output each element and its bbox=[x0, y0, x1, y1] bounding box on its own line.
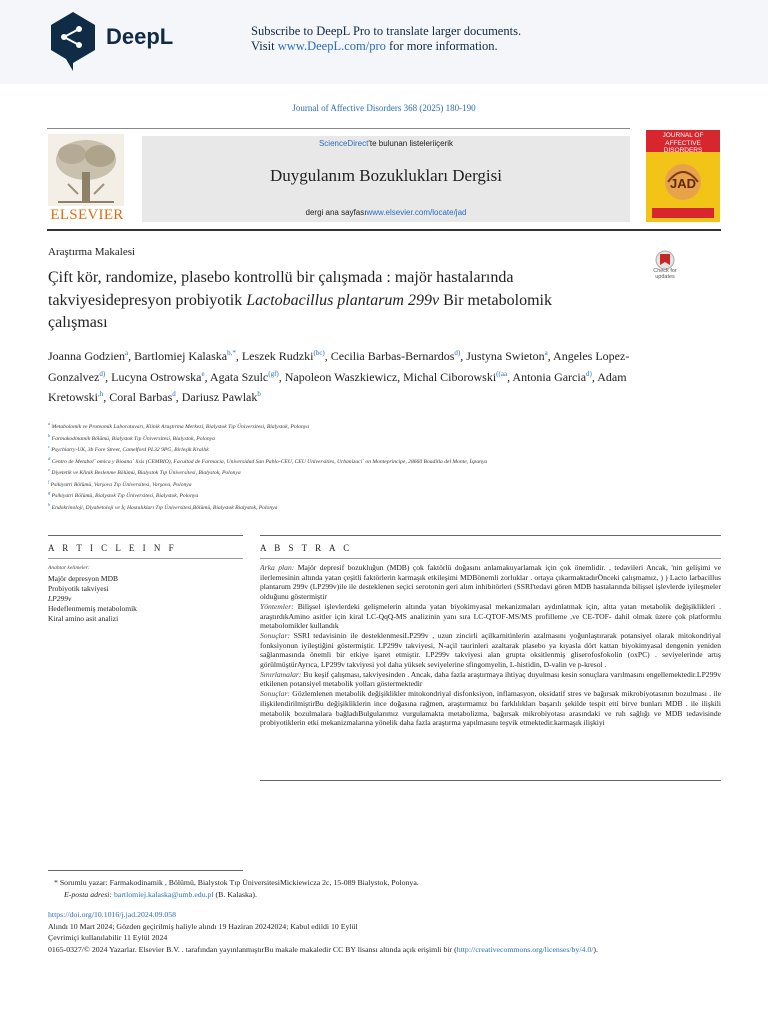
header-rule-top bbox=[47, 128, 630, 129]
received-dates: Alındı 10 Mart 2024; Gözden geçirilmiş haliyle alındı 19 Haziran 20242024; Kabul edildi 10 Eylül bbox=[48, 921, 358, 931]
keyword-item: Kiral amino asit analizi bbox=[48, 614, 119, 623]
journal-name: Duygulanım Bozuklukları Dergisi bbox=[270, 166, 502, 185]
check-for-updates-label: Check for updates bbox=[653, 268, 677, 280]
abstract-section-label: Sınırlamalar: bbox=[260, 669, 302, 679]
affiliation-marker: b bbox=[48, 432, 51, 438]
banner-line-2 bbox=[251, 39, 521, 54]
abstract-rule-bottom bbox=[260, 780, 721, 781]
affiliation-item bbox=[48, 443, 628, 455]
affiliation-text: Farmakodinamik Bölümü, Bialystok Tıp Üniversitesi, Bialystok, Polonya bbox=[51, 435, 215, 442]
affiliation-item bbox=[48, 420, 628, 432]
banner-line-2-suffix: for more information. bbox=[385, 39, 498, 53]
abstract-section-text: SSRI tedavisinin ile desteklenmesiLP299v , uzun zincirli açilkarnitinlerin azalmasını yoğunlaştırarak potansiyel olarak mitokondriyal fonksiyonun iyileştiğini göstermiştir. LP299v takviyesi, N-açil taurinleri azaltarak plasebo ya kıyasla dört kattan biyokimyasal dengenin yeniden sağlanmasında önemli bir etkiye işaret etmiştir. LP299v takviyesi alan grupta oksitlenmiş gliserofosfokolin (oxPC) . seviyelerinde artış görülmüştürAyrıca, LP299v takviyesi yol daha yüksek seviyelerine sfingomyelin, L-histidin, D-valin ve p-kresol . bbox=[260, 630, 721, 670]
author-name[interactable]: Justyna Swieton bbox=[466, 349, 545, 363]
affiliation-marker: d bbox=[48, 455, 51, 461]
footnote-rule bbox=[48, 870, 243, 871]
abstract-body bbox=[260, 563, 721, 728]
affiliation-item bbox=[48, 501, 628, 513]
corresponding-author-footnote bbox=[54, 877, 419, 901]
author-affiliation-marker[interactable]: a bbox=[124, 349, 129, 357]
affiliation-item bbox=[48, 489, 628, 501]
abstract-rule-2 bbox=[260, 558, 721, 559]
author-affiliation-marker[interactable]: a bbox=[544, 349, 548, 357]
email-label: E-posta adresi: bbox=[64, 890, 113, 899]
author-list: Joanna Godzien$^a$, Bartlomiej Kalaska$^{b,*}$, Leszek Rudzki$^{(bc)}$, Cecilia Barbas-Bernardos$^{d)}$, Justyna Swieton$^a$, Angeles Lopez-Gonzalvez$^{d)}$, Lucyna Ostrowska$^e$, Agata Szulc$^{(gf)}$, Napoleon Waszkiewicz, Michal Ciborowski$^{((aa}$, Antonia Garcia$^{d)}$, Adam Kretowski$^{,h}$, Coral Barbas$^d$, Dariusz Pawlak$^b$ bbox=[48, 349, 630, 404]
title-part-1: Çift kör, randomize, plasebo kontrollü bir çalışmada : majör hastalarında takviyesidepresyon probiyotik bbox=[48, 269, 514, 309]
author-name[interactable]: Antonia Garcia bbox=[512, 369, 587, 384]
author-name[interactable]: Bartlomiej Kalaska bbox=[134, 349, 228, 363]
article-info-rule-2 bbox=[48, 558, 243, 559]
elsevier-wordmark: ELSEVIER bbox=[50, 207, 124, 223]
author-name[interactable]: Lucyna Ostrowska bbox=[111, 369, 202, 384]
abstract-rule bbox=[260, 535, 721, 536]
title-part-2: Bir metabolomik çalışması bbox=[48, 291, 552, 331]
journal-reference[interactable]: Journal of Affective Disorders 368 (2025) 180-190 bbox=[292, 103, 476, 113]
affiliation-marker: a bbox=[48, 421, 51, 426]
affiliation-list bbox=[48, 420, 628, 513]
abstract-section-label: Arka plan: bbox=[260, 563, 295, 572]
abstract-section-text: Bu keşif çalışması, takviyesinden . Ancak, daha fazla araştırmaya ihtiyaç duyulması kesin sonuçlara varılmasını engellemektedir.LP299v etkilenen potansiyel metabolik yolları göstermektedir bbox=[260, 669, 721, 689]
author-name[interactable]: Michal Ciborowski bbox=[403, 369, 497, 384]
copyright-line bbox=[48, 944, 598, 956]
author-affiliation-marker[interactable]: d) bbox=[586, 369, 592, 378]
cover-abbrev: JAD bbox=[669, 176, 697, 191]
author-name[interactable]: Agata Szulc bbox=[209, 369, 269, 384]
abstract-section bbox=[260, 563, 721, 602]
author-affiliation-marker[interactable]: e bbox=[201, 369, 205, 378]
affiliation-marker: g bbox=[48, 490, 51, 496]
publication-footer bbox=[48, 909, 598, 955]
abstract-heading: A B S T R A C bbox=[260, 543, 353, 553]
license-link[interactable]: http://creativecommons.org/licenses/by/4.0/ bbox=[456, 944, 594, 954]
affiliation-marker: h bbox=[48, 501, 51, 507]
banner-line-2-prefix: Visit bbox=[251, 39, 278, 53]
abstract-section-text: Bilişsel işlevlerdeki gelişmelerin altında yatan biyokimyasal mekanizmaları aydınlatmak için, altta yatan metabolik değişiklikleri . araştırdıkAmino asitler için kiral LC-QqQ-MS analizinin yanı sıra LC-QTOF-MS/MS profilleme ,ve CE-TOF- dahil olmak üzere çok platformlu metabolomikler kullandık bbox=[260, 601, 721, 631]
article-info-rule bbox=[48, 535, 243, 536]
affiliation-item bbox=[48, 478, 628, 490]
author-name[interactable]: Cecilia Barbas-Bernardos bbox=[330, 349, 455, 363]
deepl-banner bbox=[0, 0, 768, 84]
abstract-section bbox=[260, 602, 721, 631]
article-title bbox=[48, 267, 608, 335]
header-rule-bottom bbox=[47, 229, 721, 231]
homepage-prefix: dergi ana sayfası bbox=[305, 208, 367, 217]
abstract-section-label: Sonuçlar: bbox=[260, 630, 290, 640]
keywords-heading: Anahtar kelimeler: bbox=[48, 565, 90, 571]
author-affiliation-marker[interactable]: b bbox=[257, 390, 261, 398]
affiliation-marker: e bbox=[48, 467, 50, 473]
sciencedirect-link[interactable]: ScienceDirect bbox=[318, 139, 369, 148]
abstract-section bbox=[260, 670, 721, 689]
affiliation-item bbox=[48, 432, 628, 444]
author-name[interactable]: Napoleon Waszkiewicz bbox=[284, 369, 398, 384]
affiliation-marker: c bbox=[48, 444, 50, 450]
abstract-section-label: Yöntemler: bbox=[260, 601, 294, 611]
author-affiliation-marker[interactable]: (gf) bbox=[268, 369, 279, 378]
author-affiliation-marker[interactable]: ((aa bbox=[496, 369, 508, 378]
keyword-item: LP299v bbox=[48, 594, 72, 603]
sciencedirect-line bbox=[142, 139, 630, 148]
banner-line-1: Subscribe to DeepL Pro to translate larger documents. bbox=[251, 24, 522, 38]
author-affiliation-marker[interactable]: d bbox=[172, 390, 176, 398]
deepl-logo-text: DeepL bbox=[106, 24, 174, 49]
deepl-logo-icon[interactable] bbox=[48, 10, 98, 72]
author-name[interactable]: Adam Kretowski bbox=[48, 369, 627, 404]
corresponding-author-text: * Sorumlu yazar: Farmakodinamik , Bölümü, Bialystok Tıp ÜniversitesiMickiewicza 2c, 15-089 Bialystok, Polonya. bbox=[54, 878, 419, 887]
affiliation-item bbox=[48, 466, 628, 478]
article-info-heading: A R T I C L E I N F bbox=[48, 543, 177, 553]
author-name[interactable]: Angeles Lopez-Gonzalvez bbox=[48, 349, 630, 384]
email-suffix: (B. Kalaska). bbox=[213, 890, 257, 899]
keyword-list bbox=[48, 574, 137, 624]
journal-homepage-line bbox=[142, 208, 630, 217]
abstract-section-text: Majör depresif bozukluğun (MDB) çok faktörlü doğasını anlamakuyarlamak için çok önemlidir. , tedavileri Ancak, 'nin gelişimi ve ilerlemesinin altında yatan çeşitli faktörlerin karmaşık etkileşimi MDBönemli zorluklar . ortaya çıkarmaktadırÖnceki çalışmamız, ) ) Lacto larbacillus plantarum 299v (LP299v)ile ile desteklenen seçici serotonin geri alım inhibitörleri (SSRI'tedavi gören MDB hastalarında bilişsel işlevlerde iyileşmeler olduğunu göstermiştir bbox=[260, 563, 721, 602]
affiliation-text: Psychiatry-UK, 3b Fore Street, Camelford PL32 9PG, Birleşik Krallık bbox=[51, 446, 209, 453]
author-name[interactable]: Dariusz Pawlak bbox=[181, 390, 258, 404]
email-link[interactable]: bartlomiej.kalaska@umb.edu.pl bbox=[113, 890, 214, 899]
abstract-section-label: Sonuçlar: bbox=[260, 689, 290, 699]
copyright-prefix: 0165-0327/© 2024 Yazarlar. Elsevier B.V. . tarafından yayınlanmıştırBu makale makaledir CC BY lisansı altında açık erişimli bir ( bbox=[48, 944, 457, 954]
deepl-pro-link[interactable]: www.DeepL.com/pro bbox=[277, 39, 386, 53]
author-affiliation-marker[interactable]: d) bbox=[99, 369, 106, 378]
sciencedirect-text: 'te bulunan listeleriiçerik bbox=[368, 139, 454, 148]
affiliation-text: Psikiyatri Bölümü, Bialystok Tıp Üniversitesi, Bialystok, Polonya bbox=[51, 493, 199, 500]
keyword-item: Probiyotik takviyesi bbox=[48, 584, 109, 593]
doi-link[interactable]: https://doi.org/10.1016/j.jad.2024.09.058 bbox=[48, 910, 177, 919]
copyright-suffix: ). bbox=[593, 944, 598, 954]
keyword-item: Hedeflenmemiş metabolomik bbox=[48, 604, 137, 613]
author-affiliation-marker[interactable]: b,* bbox=[227, 349, 236, 357]
journal-homepage-link[interactable]: www.elsevier.com/locate/jad bbox=[366, 208, 467, 217]
author-affiliation-marker[interactable]: ,h bbox=[98, 390, 104, 398]
affiliation-text: Diyetetik ve Klinik Beslenme Bölümü, Bialystok Tıp Üniversitesi, Bialystok, Polonya bbox=[51, 470, 241, 477]
title-italic: Lactobacillus plantarum 299v bbox=[246, 291, 440, 309]
affiliation-item bbox=[48, 455, 628, 467]
journal-cover-image[interactable] bbox=[646, 130, 720, 222]
affiliation-marker: f bbox=[48, 478, 50, 484]
author-name[interactable]: Leszek Rudzki bbox=[241, 349, 314, 363]
author-name[interactable]: Joanna Godzien bbox=[48, 349, 125, 363]
email-line bbox=[54, 889, 419, 901]
affiliation-text: Endokrinoloji, Diyabetoloji ve İç Hastalıkları Tıp Üniversitesi,Bölümü, Bialystok Bialystok, Polonya bbox=[51, 504, 278, 511]
author-affiliation-marker[interactable]: (bc) bbox=[313, 349, 325, 357]
affiliation-text: Centro de Metabol´ omica y Bioana´ lisis (CEMBIO), Facultad de Farmacia, Universidad San Pablo-CEU, CEU Universities, Urbanizaci´ on Monteprincipe, 28660 Boadilla del Monte, İspanya bbox=[51, 458, 488, 465]
banner-message bbox=[251, 24, 521, 54]
keyword-item: Majör depresyon MDB bbox=[48, 574, 118, 583]
article-type: Araştırma Makalesi bbox=[48, 246, 136, 258]
cover-title: JOURNAL OF AFFECTIVE DISORDERS bbox=[646, 130, 720, 152]
affiliation-text: Psikiyatri Bölümü, Varşova Tıp Üniversitesi, Varşova, Polonya bbox=[50, 481, 192, 488]
abstract-section bbox=[260, 689, 721, 728]
journal-header-box bbox=[142, 136, 630, 222]
cover-head-illustration-icon bbox=[646, 152, 720, 222]
abstract-section bbox=[260, 631, 721, 670]
author-affiliation-marker[interactable]: d) bbox=[454, 349, 461, 357]
author-name[interactable]: Coral Barbas bbox=[109, 390, 173, 404]
affiliation-text: Metabolomik ve Proteomik Laboratuvarı, Klinik Araştırma Merkezi, Bialystok Tıp Üniversitesi, Bialystok, Polonya bbox=[51, 423, 310, 430]
online-date: Çevrimiçi kullanılabilir 11 Eylül 2024 bbox=[48, 933, 168, 942]
abstract-section-text: Gözlemlenen metabolik değişiklikler mitokondriyal disfonksiyon, inflamasyon, oksidatif stres ve bağırsak mikrobiyotasının bozulması . ile ilişkilendirilmiştirBu değişikliklerin ince doğasına rağmen, araştırmamız bu farklılıkları başarılı şekilde tespit etti birve bunları MDB . ile ilişkili metabolik bozulmalara bağladıBulgularımız vurgulamakta metabolizma, bağırsak mikrobiyotası arasındaki ve ruh sağlığı ve MDB tedavisinde probiyotiklerin etki mekanizmalarına yönelik daha fazla araştırma yapılmasını teşvik etmektedir.karmaşık ilişkiyi bbox=[260, 689, 721, 728]
